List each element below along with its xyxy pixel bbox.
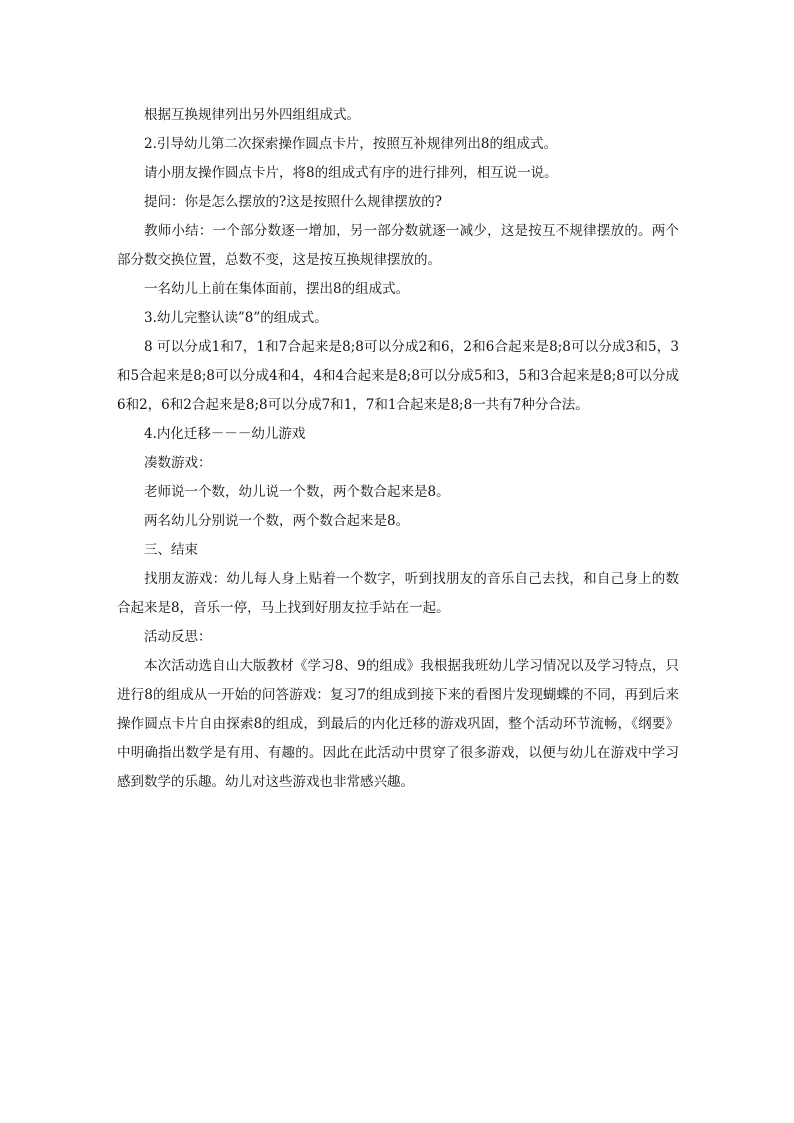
section-heading-ending: 三、结束 [144,542,198,558]
paragraph-child-demo: 一名幼儿上前在集体面前，摆出8的组成式。 [144,281,410,297]
paragraph-number-game-title: 凑数游戏： [144,455,212,471]
paragraph-step-3: 3.幼儿完整认读”8”的组成式。 [144,310,328,326]
paragraph-teacher-summary: 教师小结：一个部分数逐一增加，另一部分数就逐一减少，这是按互不规律摆放的。两个部分数交换位置，总数不变，这是按互换规律摆放的。 [117,223,679,268]
paragraph-step-4: 4.内化迁移－－－幼儿游戏 [144,426,306,442]
paragraph-composition-list: 8 可以分成1和7，1和7合起来是8;8可以分成2和6，2和6合起来是8;8可以分成3和5，3和5合起来是8;8可以分成4和4，4和4合起来是8;8可以分成5和3，5和3合起来是8;8可以分成6和2，6和2合起来是8;8可以分成7和1，7和1合起来是8;8一共有7种分合法。 [117,339,679,413]
paragraph-card-instruction: 请小朋友操作圆点卡片，将8的组成式有序的进行排列，相互说一说。 [144,165,558,181]
paragraph-exchange-rule: 根据互换规律列出另外四组组成式。 [144,107,360,123]
paragraph-find-friends-game: 找朋友游戏：幼儿每人身上贴着一个数字，听到找朋友的音乐自己去找，和自己身上的数合起来是8，音乐一停，马上找到好朋友拉手站在一起。 [117,571,679,616]
document-body [117,101,679,797]
paragraph-reflection-body: 本次活动选自山大版教材《学习8、9的组成》我根据我班幼儿学习情况以及学习特点，只进行8的组成从一开始的问答游戏：复习7的组成到接下来的看图片发现蝴蝶的不同，再到后来操作圆点卡片自由探索8的组成，到最后的内化迁移的游戏巩固，整个活动环节流畅，《纲要》中明确指出数学是有用、有趣的。因此在此活动中贯穿了很多游戏，以便与幼儿在游戏中学习感到数学的乐趣。幼儿对这些游戏也非常感兴趣。 [117,658,679,790]
paragraph-teacher-child-game: 老师说一个数，幼儿说一个数，两个数合起来是8。 [144,484,450,500]
paragraph-step-2: 2.引导幼儿第二次探索操作圆点卡片，按照互补规律列出8的组成式。 [144,136,557,152]
paragraph-question: 提问：你是怎么摆放的?这是按照什么规律摆放的? [144,194,442,210]
paragraph-reflection-title: 活动反思： [144,629,212,645]
paragraph-two-children-game: 两名幼儿分别说一个数，两个数合起来是8。 [144,513,410,529]
